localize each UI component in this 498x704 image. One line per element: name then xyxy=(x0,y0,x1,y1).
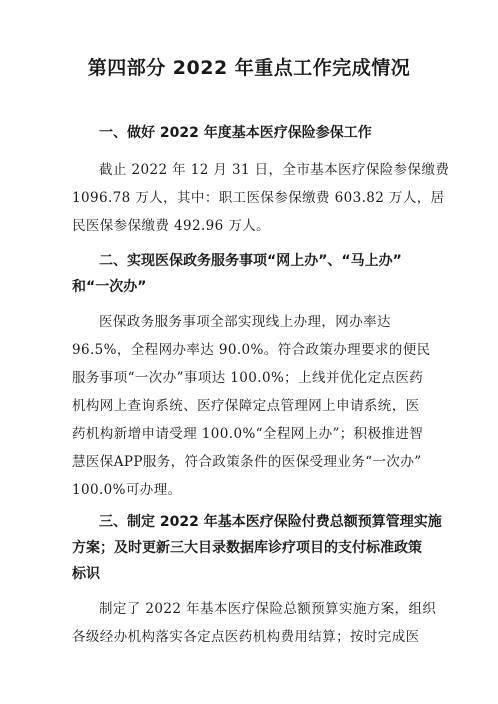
section-1 xyxy=(0,120,498,240)
body-line: 1096.78 万人，其中：职工医保参保缴费 603.82 万人，居 xyxy=(72,190,445,206)
heading-line: 标识 xyxy=(72,566,100,582)
body-line: 各级经办机构落实各定点医药机构费用结算；按时完成医 xyxy=(72,629,420,645)
section-3-body xyxy=(0,595,498,651)
heading-line: 二、实现医保政务服务事项“网上办”、“马上办” xyxy=(99,253,402,269)
body-line: 服务事项“一次办”事项达 100.0%；上线并优化定点医药 xyxy=(72,370,424,386)
body-line: 96.5%，全程网办率达 90.0%。符合政策办理要求的便民 xyxy=(72,342,431,358)
section-1-heading xyxy=(0,120,498,146)
body-line: 机构网上查询系统、医疗保障定点管理网上申请系统，医 xyxy=(72,398,420,414)
section-3 xyxy=(0,509,498,651)
document-title: 第四部分 2022 年重点工作完成情况 xyxy=(87,57,411,79)
heading-line: 三、制定 2022 年基本医疗保险付费总额预算管理实施 xyxy=(99,514,442,530)
heading-line: 方案；及时更新三大目录数据库诊疗项目的支付标准政策 xyxy=(72,540,422,556)
body-line: 民医保参保缴费 492.96 万人。 xyxy=(72,218,271,234)
heading-line: 和“一次办” xyxy=(72,279,147,295)
body-line: 慧医保APP服务，符合政策条件的医保受理业务“一次办” xyxy=(72,454,422,470)
body-line: 医保政务服务事项全部实现线上办理，网办率达 xyxy=(99,314,391,330)
section-2 xyxy=(0,248,498,504)
section-2-heading xyxy=(0,248,498,300)
section-3-heading xyxy=(0,509,498,587)
body-line: 药机构新增申请受理 100.0%“全程网上办”；积极推进智 xyxy=(72,426,424,442)
heading-line: 一、做好 2022 年度基本医疗保险参保工作 xyxy=(99,125,372,141)
body-line: 100.0%可办理。 xyxy=(72,482,182,498)
section-2-body xyxy=(0,308,498,504)
body-line: 截止 2022 年 12 月 31 日，全市基本医疗保险参保缴费 xyxy=(99,162,450,178)
section-1-body xyxy=(0,156,498,240)
body-line: 制定了 2022 年基本医疗保险总额预算实施方案，组织 xyxy=(99,601,437,617)
